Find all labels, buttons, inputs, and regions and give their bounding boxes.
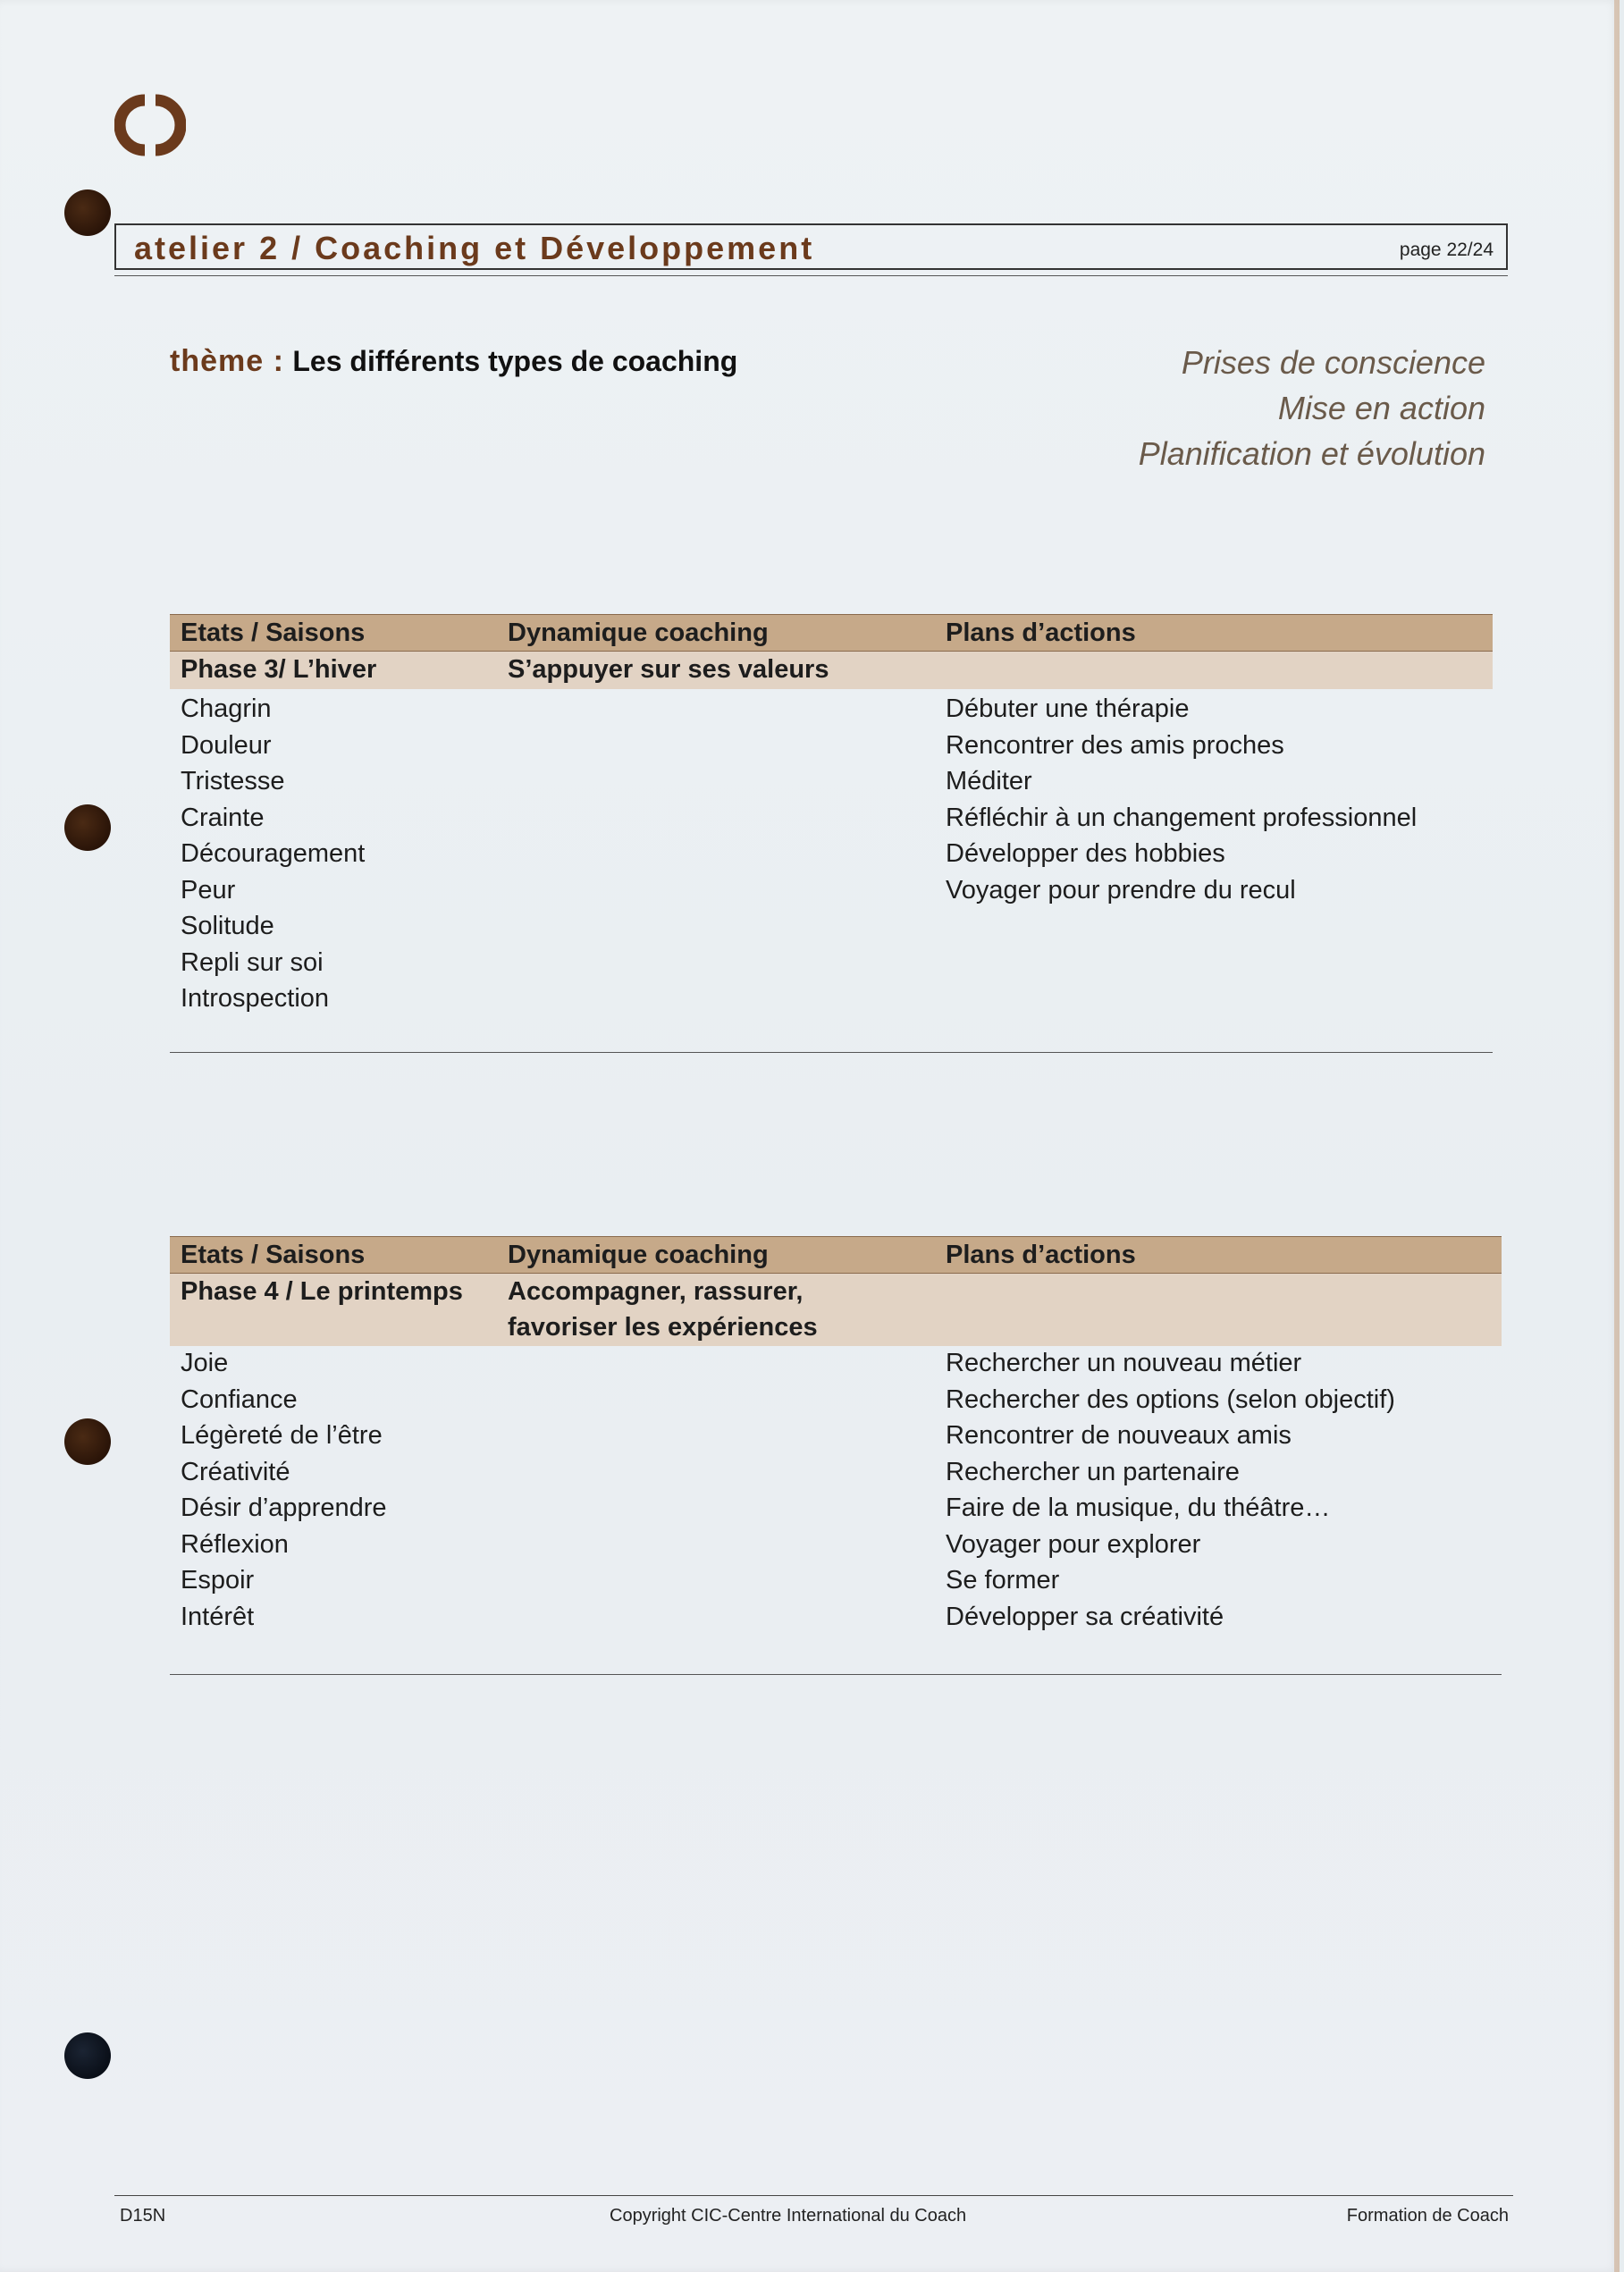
plan-item: Faire de la musique, du théâtre…	[946, 1494, 1331, 1522]
column-header: Plans d’actions	[946, 1241, 1136, 1269]
theme-line	[170, 344, 737, 379]
table-phase-3	[170, 614, 1493, 1013]
note-item: Mise en action	[1277, 390, 1485, 426]
notes-list	[1139, 340, 1485, 476]
etat-item: Espoir	[181, 1566, 255, 1595]
footer-divider	[114, 2195, 1513, 2196]
table-header-row	[170, 614, 1493, 652]
etat-item: Peur	[181, 875, 236, 905]
theme-label: thème :	[170, 344, 284, 378]
plan-item: Voyager pour explorer	[946, 1529, 1201, 1559]
footer-copyright: Copyright CIC-Centre International du Coach	[610, 2206, 967, 2226]
etat-item: Désir d’apprendre	[181, 1494, 387, 1522]
note-item: Planification et évolution	[1138, 435, 1485, 472]
etat-item: Légèreté de l’être	[181, 1421, 383, 1450]
plan-item: Voyager pour prendre du recul	[946, 875, 1296, 905]
plan-item: Rencontrer des amis proches	[946, 730, 1284, 760]
phase-label: Phase 3/ L’hiver	[181, 655, 377, 684]
document-header	[114, 223, 1508, 270]
plan-item: Réfléchir à un changement professionnel	[946, 803, 1418, 832]
header-divider	[114, 275, 1508, 276]
etat-item: Joie	[181, 1349, 229, 1377]
footer-code: D15N	[120, 2206, 166, 2226]
logo-icon	[114, 89, 186, 161]
table-header-row	[170, 1236, 1502, 1274]
etat-item: Chagrin	[181, 694, 272, 723]
etat-item: Douleur	[181, 730, 272, 760]
etat-item: Introspection	[181, 984, 330, 1013]
punch-hole	[64, 804, 111, 851]
plan-item: Débuter une thérapie	[946, 694, 1190, 723]
punch-hole	[64, 1418, 111, 1465]
column-header: Etats / Saisons	[181, 1241, 366, 1269]
column-header: Dynamique coaching	[508, 618, 769, 647]
etat-item: Intérêt	[181, 1602, 255, 1631]
plan-item: Rechercher un nouveau métier	[946, 1349, 1302, 1377]
phase-row	[170, 1274, 1502, 1346]
header-title: atelier 2 / Coaching et Développement	[134, 230, 815, 266]
column-header: Plans d’actions	[946, 618, 1136, 647]
page-number: page 22/24	[1399, 240, 1494, 260]
dynamique-label: Accompagner, rassurer,	[508, 1277, 804, 1306]
header-divider	[114, 268, 1508, 270]
note-item: Prises de conscience	[1181, 344, 1485, 381]
punch-hole	[64, 2032, 111, 2079]
etat-item: Créativité	[181, 1457, 290, 1486]
etat-item: Crainte	[181, 803, 265, 832]
plan-item: Méditer	[946, 767, 1032, 795]
page-edge	[1614, 0, 1620, 2272]
etat-item: Confiance	[181, 1384, 298, 1414]
column-header: Etats / Saisons	[181, 618, 366, 647]
table-phase-4	[170, 1236, 1502, 1631]
footer-course: Formation de Coach	[1346, 2206, 1509, 2226]
plan-item: Développer des hobbies	[946, 839, 1225, 868]
etat-item: Solitude	[181, 912, 274, 940]
etat-item: Réflexion	[181, 1529, 289, 1559]
table-bottom-rule	[170, 1674, 1502, 1675]
plan-item: Se former	[946, 1566, 1060, 1595]
etat-item: Découragement	[181, 839, 366, 868]
phase-label: Phase 4 / Le printemps	[181, 1277, 463, 1306]
punch-hole	[64, 189, 111, 236]
plan-item: Développer sa créativité	[946, 1602, 1224, 1631]
dynamique-label: S’appuyer sur ses valeurs	[508, 655, 829, 684]
dynamique-label: favoriser les expériences	[508, 1313, 818, 1342]
column-header: Dynamique coaching	[508, 1241, 769, 1269]
etat-item: Tristesse	[181, 767, 285, 795]
table-bottom-rule	[170, 1052, 1493, 1053]
phase-row	[170, 652, 1493, 689]
plan-item: Rechercher des options (selon objectif)	[946, 1384, 1395, 1414]
etat-item: Repli sur soi	[181, 947, 324, 977]
plan-item: Rechercher un partenaire	[946, 1457, 1240, 1486]
plan-item: Rencontrer de nouveaux amis	[946, 1421, 1292, 1450]
theme-value: Les différents types de coaching	[292, 345, 738, 377]
